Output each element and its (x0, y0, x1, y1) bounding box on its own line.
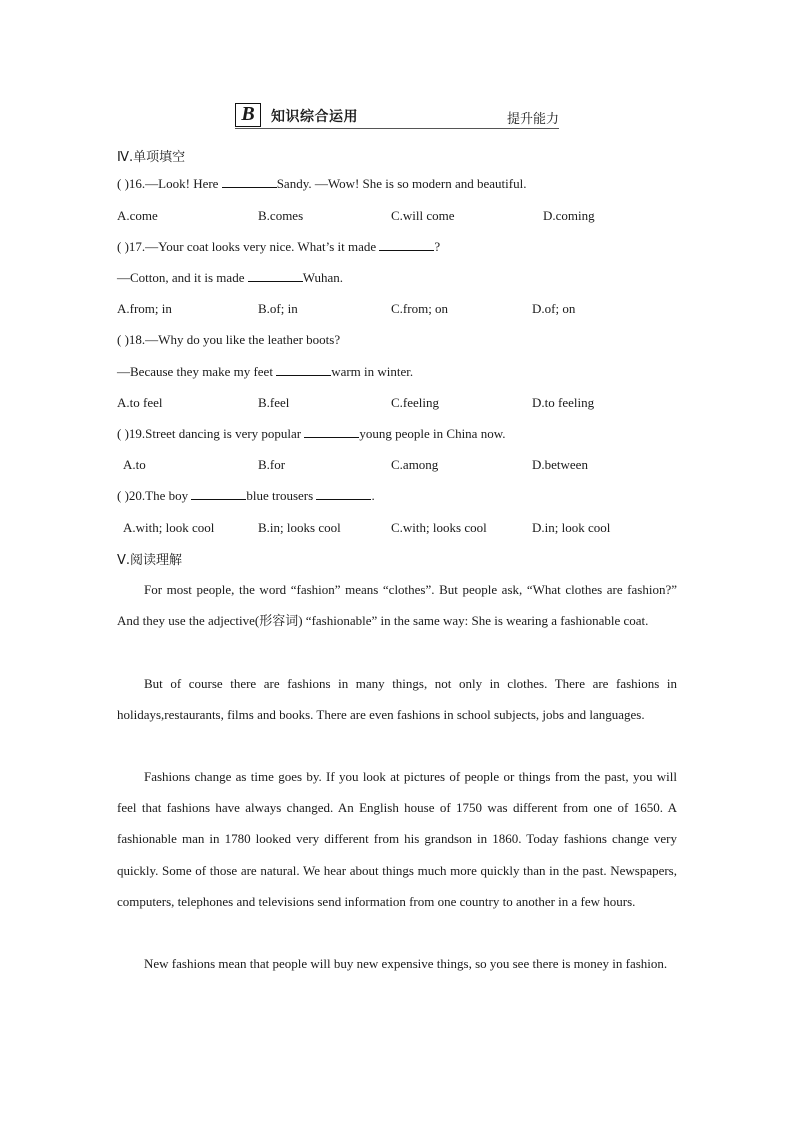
answer-blank (191, 489, 246, 500)
question-text: 18.—Why do you like the leather boots? (128, 332, 341, 347)
option-b: B.of; in (258, 301, 298, 316)
option-a: A.from; in (117, 301, 172, 316)
option-c: C.among (391, 457, 439, 472)
answer-blank (316, 489, 371, 500)
option-d: D.of; on (532, 301, 576, 316)
question-17-line2 (117, 270, 343, 286)
passage-paragraph-3: Fashions change as time goes by. If you look at pictures of people or things from the past, you will feel that fashions have always changed. An English house of 1750 was different from one of 1650. A fashionable man in 1780 looked very different from his grandson in 1860. Today fashions change very quickly. Some of those are natural. We hear about things much more quickly than in the past. Newspapers, computers, telephones and televisions send information from one country to another in a few hours. (117, 769, 677, 909)
option-b: B.comes (258, 208, 304, 223)
question-text: . (371, 488, 375, 503)
question-text: blue trousers (246, 488, 317, 503)
question-text: —Cotton, and it is made (117, 270, 248, 285)
answer-blank (304, 427, 359, 438)
question-20 (117, 488, 375, 504)
answer-blank (379, 240, 434, 251)
answer-paren: ( ) (117, 176, 129, 191)
option-b: B.for (258, 457, 286, 472)
option-c: C.with; looks cool (391, 520, 487, 535)
option-d: D.in; look cool (532, 520, 611, 535)
question-18-line2 (117, 364, 413, 380)
question-18 (117, 332, 340, 348)
question-text: young people in China now. (359, 426, 506, 441)
question-text: —Because they make my feet (117, 364, 277, 379)
option-c: C.will come (391, 208, 455, 223)
section-header (235, 103, 559, 129)
question-16 (117, 176, 526, 192)
option-b: B.feel (258, 395, 290, 410)
section-level: 提升能力 (506, 112, 559, 127)
question-text: ? (434, 239, 441, 254)
section-title: 知识综合运用 (271, 109, 358, 125)
option-c: C.feeling (391, 395, 440, 410)
option-d: D.between (532, 457, 588, 472)
answer-paren: ( ) (117, 426, 129, 441)
question-text: 19.Street dancing is very popular (128, 426, 305, 441)
option-d: D.coming (543, 208, 595, 223)
question-text: 16.—Look! Here (128, 176, 222, 191)
question-19 (117, 426, 506, 442)
passage-paragraph-2: But of course there are fashions in many things, not only in clothes. There are fashions in holidays,restaurants, films and books. There are even fashions in school subjects, jobs and languages. (117, 676, 677, 723)
question-text: warm in winter. (331, 364, 414, 379)
question-text: 17.—Your coat looks very nice. What’s it made (128, 239, 380, 254)
option-d: D.to feeling (532, 395, 595, 410)
option-a: A.with; look cool (123, 520, 215, 535)
section-5-title: Ⅴ.阅读理解 (117, 553, 183, 568)
answer-paren: ( ) (117, 488, 129, 503)
option-c: C.from; on (391, 301, 449, 316)
option-a: A.to (123, 457, 146, 472)
question-text: Sandy. —Wow! She is so modern and beautiful. (276, 176, 527, 191)
question-17 (117, 239, 440, 255)
answer-paren: ( ) (117, 239, 129, 254)
question-text: 20.The boy (128, 488, 192, 503)
option-a: A.to feel (117, 395, 163, 410)
question-text: Wuhan. (302, 270, 343, 285)
passage-paragraph-4: New fashions mean that people will buy new expensive things, so you see there is money in fashion. (144, 956, 668, 971)
section-badge: B (235, 103, 261, 127)
passage-paragraph-1: For most people, the word “fashion” means “clothes”. But people ask, “What clothes are fashion?” And they use the adjective(形容词) “fashionable” in the same way: She is wearing a fashionable coat. (117, 582, 677, 629)
section-4-title: Ⅳ.单项填空 (117, 150, 186, 165)
option-a: A.come (117, 208, 158, 223)
answer-blank (222, 177, 277, 188)
answer-blank (248, 271, 303, 282)
option-b: B.in; looks cool (258, 520, 341, 535)
answer-blank (276, 365, 331, 376)
answer-paren: ( ) (117, 332, 129, 347)
